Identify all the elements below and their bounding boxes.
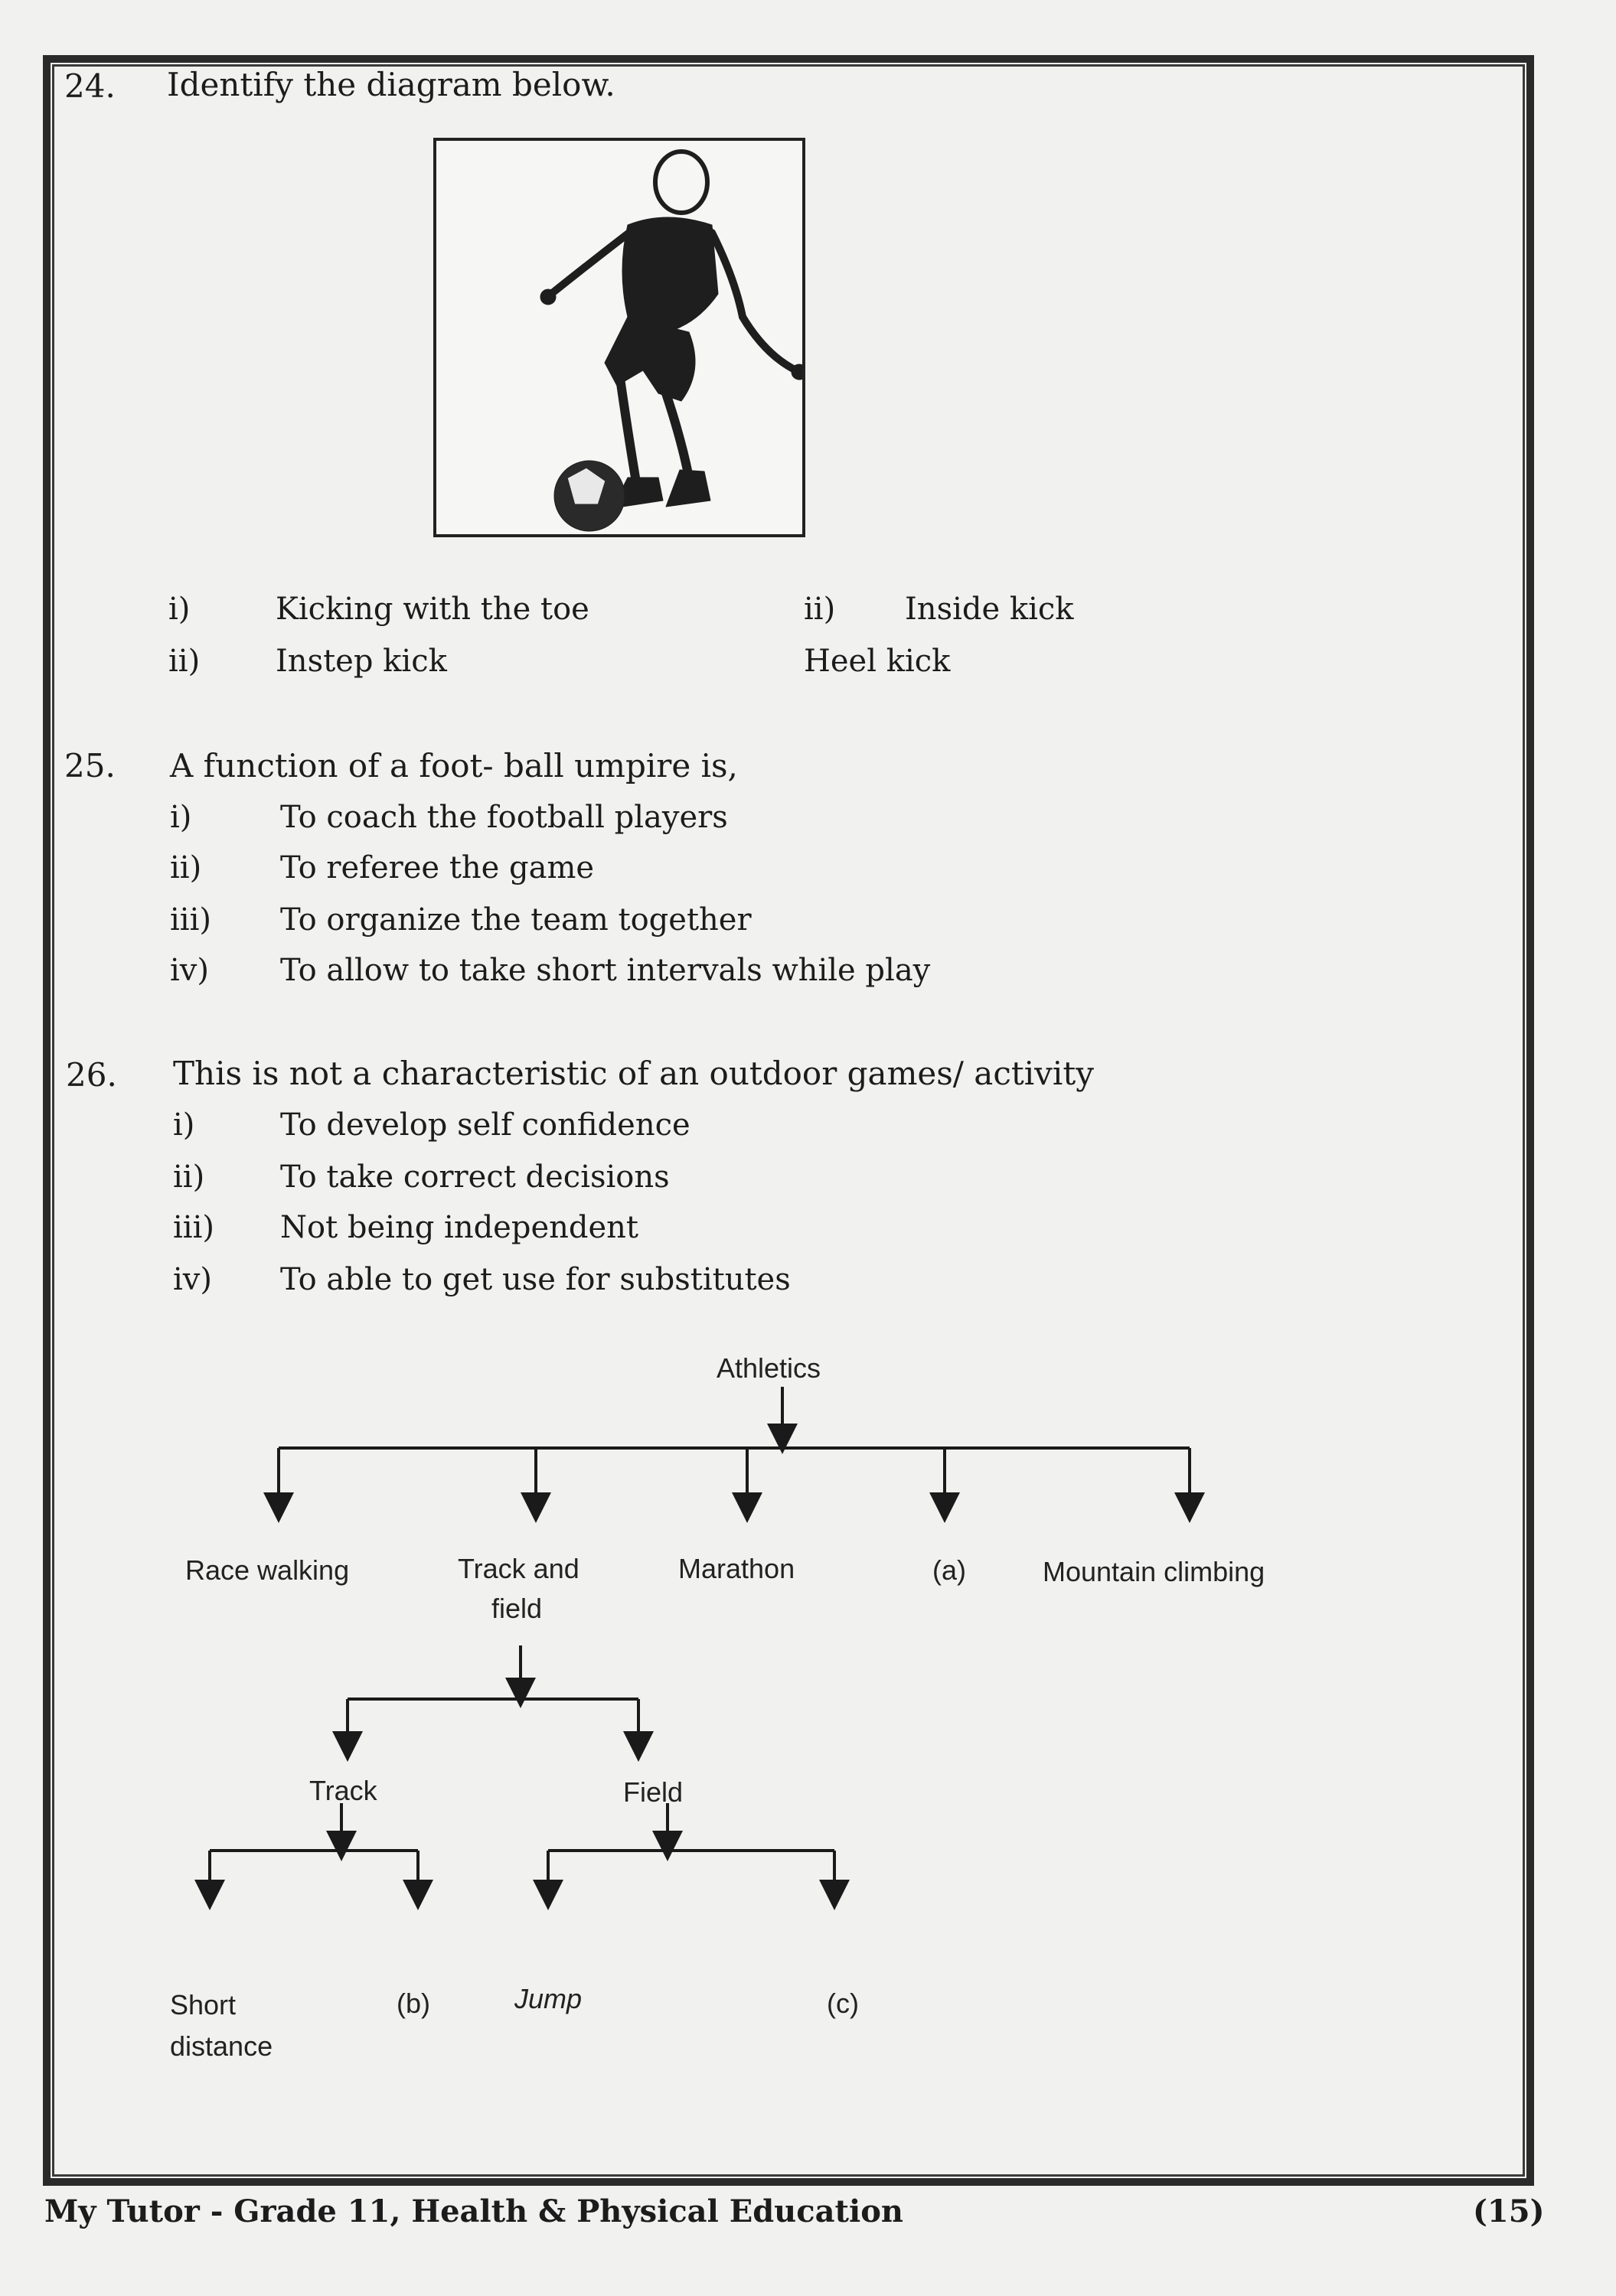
q24-option-3-text: Instep kick [276, 644, 447, 679]
q25-option-2-num: ii) [170, 850, 202, 885]
q24-option-1-num: i) [168, 592, 191, 627]
diagram-track: Track [309, 1775, 377, 1806]
question-24-number: 24. [64, 67, 116, 105]
q24-option-3-num: ii) [168, 644, 201, 679]
footer-title: My Tutor - Grade 11, Health & Physical Education [44, 2193, 903, 2229]
diagram-mountain-climbing: Mountain climbing [1043, 1556, 1265, 1587]
q26-option-2-text: To take correct decisions [280, 1159, 670, 1195]
question-24-text: Identify the diagram below. [167, 66, 615, 103]
q26-option-1-text: To develop self confidence [280, 1107, 690, 1143]
q25-option-1-num: i) [170, 800, 192, 835]
footer-page-number: (15) [1473, 2193, 1545, 2229]
q26-option-4-text: To able to get use for substitutes [280, 1262, 791, 1297]
q26-option-1-num: i) [173, 1107, 195, 1143]
q24-option-2-num: ii) [804, 592, 836, 627]
question-26-number: 26. [66, 1056, 117, 1094]
q25-option-2-text: To referee the game [280, 850, 595, 885]
diagram-track-and-field-1: Track and [458, 1553, 579, 1584]
q24-option-4-text: Heel kick [804, 644, 951, 679]
diagram-short-distance-2: distance [170, 2030, 273, 2062]
q24-option-1-text: Kicking with the toe [276, 592, 589, 627]
diagram-short-distance-1: Short [170, 1989, 237, 2020]
q24-option-2-text: Inside kick [905, 592, 1074, 627]
diagram-root-label: Athletics [717, 1352, 821, 1384]
q25-option-4-num: iv) [170, 953, 209, 988]
q26-option-3-num: iii) [173, 1210, 214, 1245]
question-25-number: 25. [64, 747, 116, 784]
q26-option-2-num: ii) [173, 1159, 205, 1195]
diagram-blank-b: (b) [397, 1988, 430, 2019]
diagram-jump: Jump [514, 1983, 583, 2014]
diagram-blank-c: (c) [827, 1988, 859, 2019]
question-26-text: This is not a characteristic of an outdoor games/ activity [173, 1055, 1094, 1092]
q25-option-1-text: To coach the football players [280, 800, 728, 835]
diagram-marathon: Marathon [678, 1553, 795, 1584]
q26-option-3-text: Not being independent [280, 1210, 639, 1245]
diagram-blank-a: (a) [932, 1554, 966, 1586]
question-25-text: A function of a foot- ball umpire is, [170, 747, 738, 784]
diagram-field: Field [623, 1776, 684, 1808]
q26-option-4-num: iv) [173, 1262, 212, 1297]
q25-option-3-text: To organize the team together [280, 902, 752, 938]
q25-option-4-text: To allow to take short intervals while play [280, 953, 931, 988]
q25-option-3-num: iii) [170, 902, 211, 938]
diagram-race-walking: Race walking [185, 1554, 350, 1586]
diagram-track-and-field-2: field [491, 1593, 543, 1624]
